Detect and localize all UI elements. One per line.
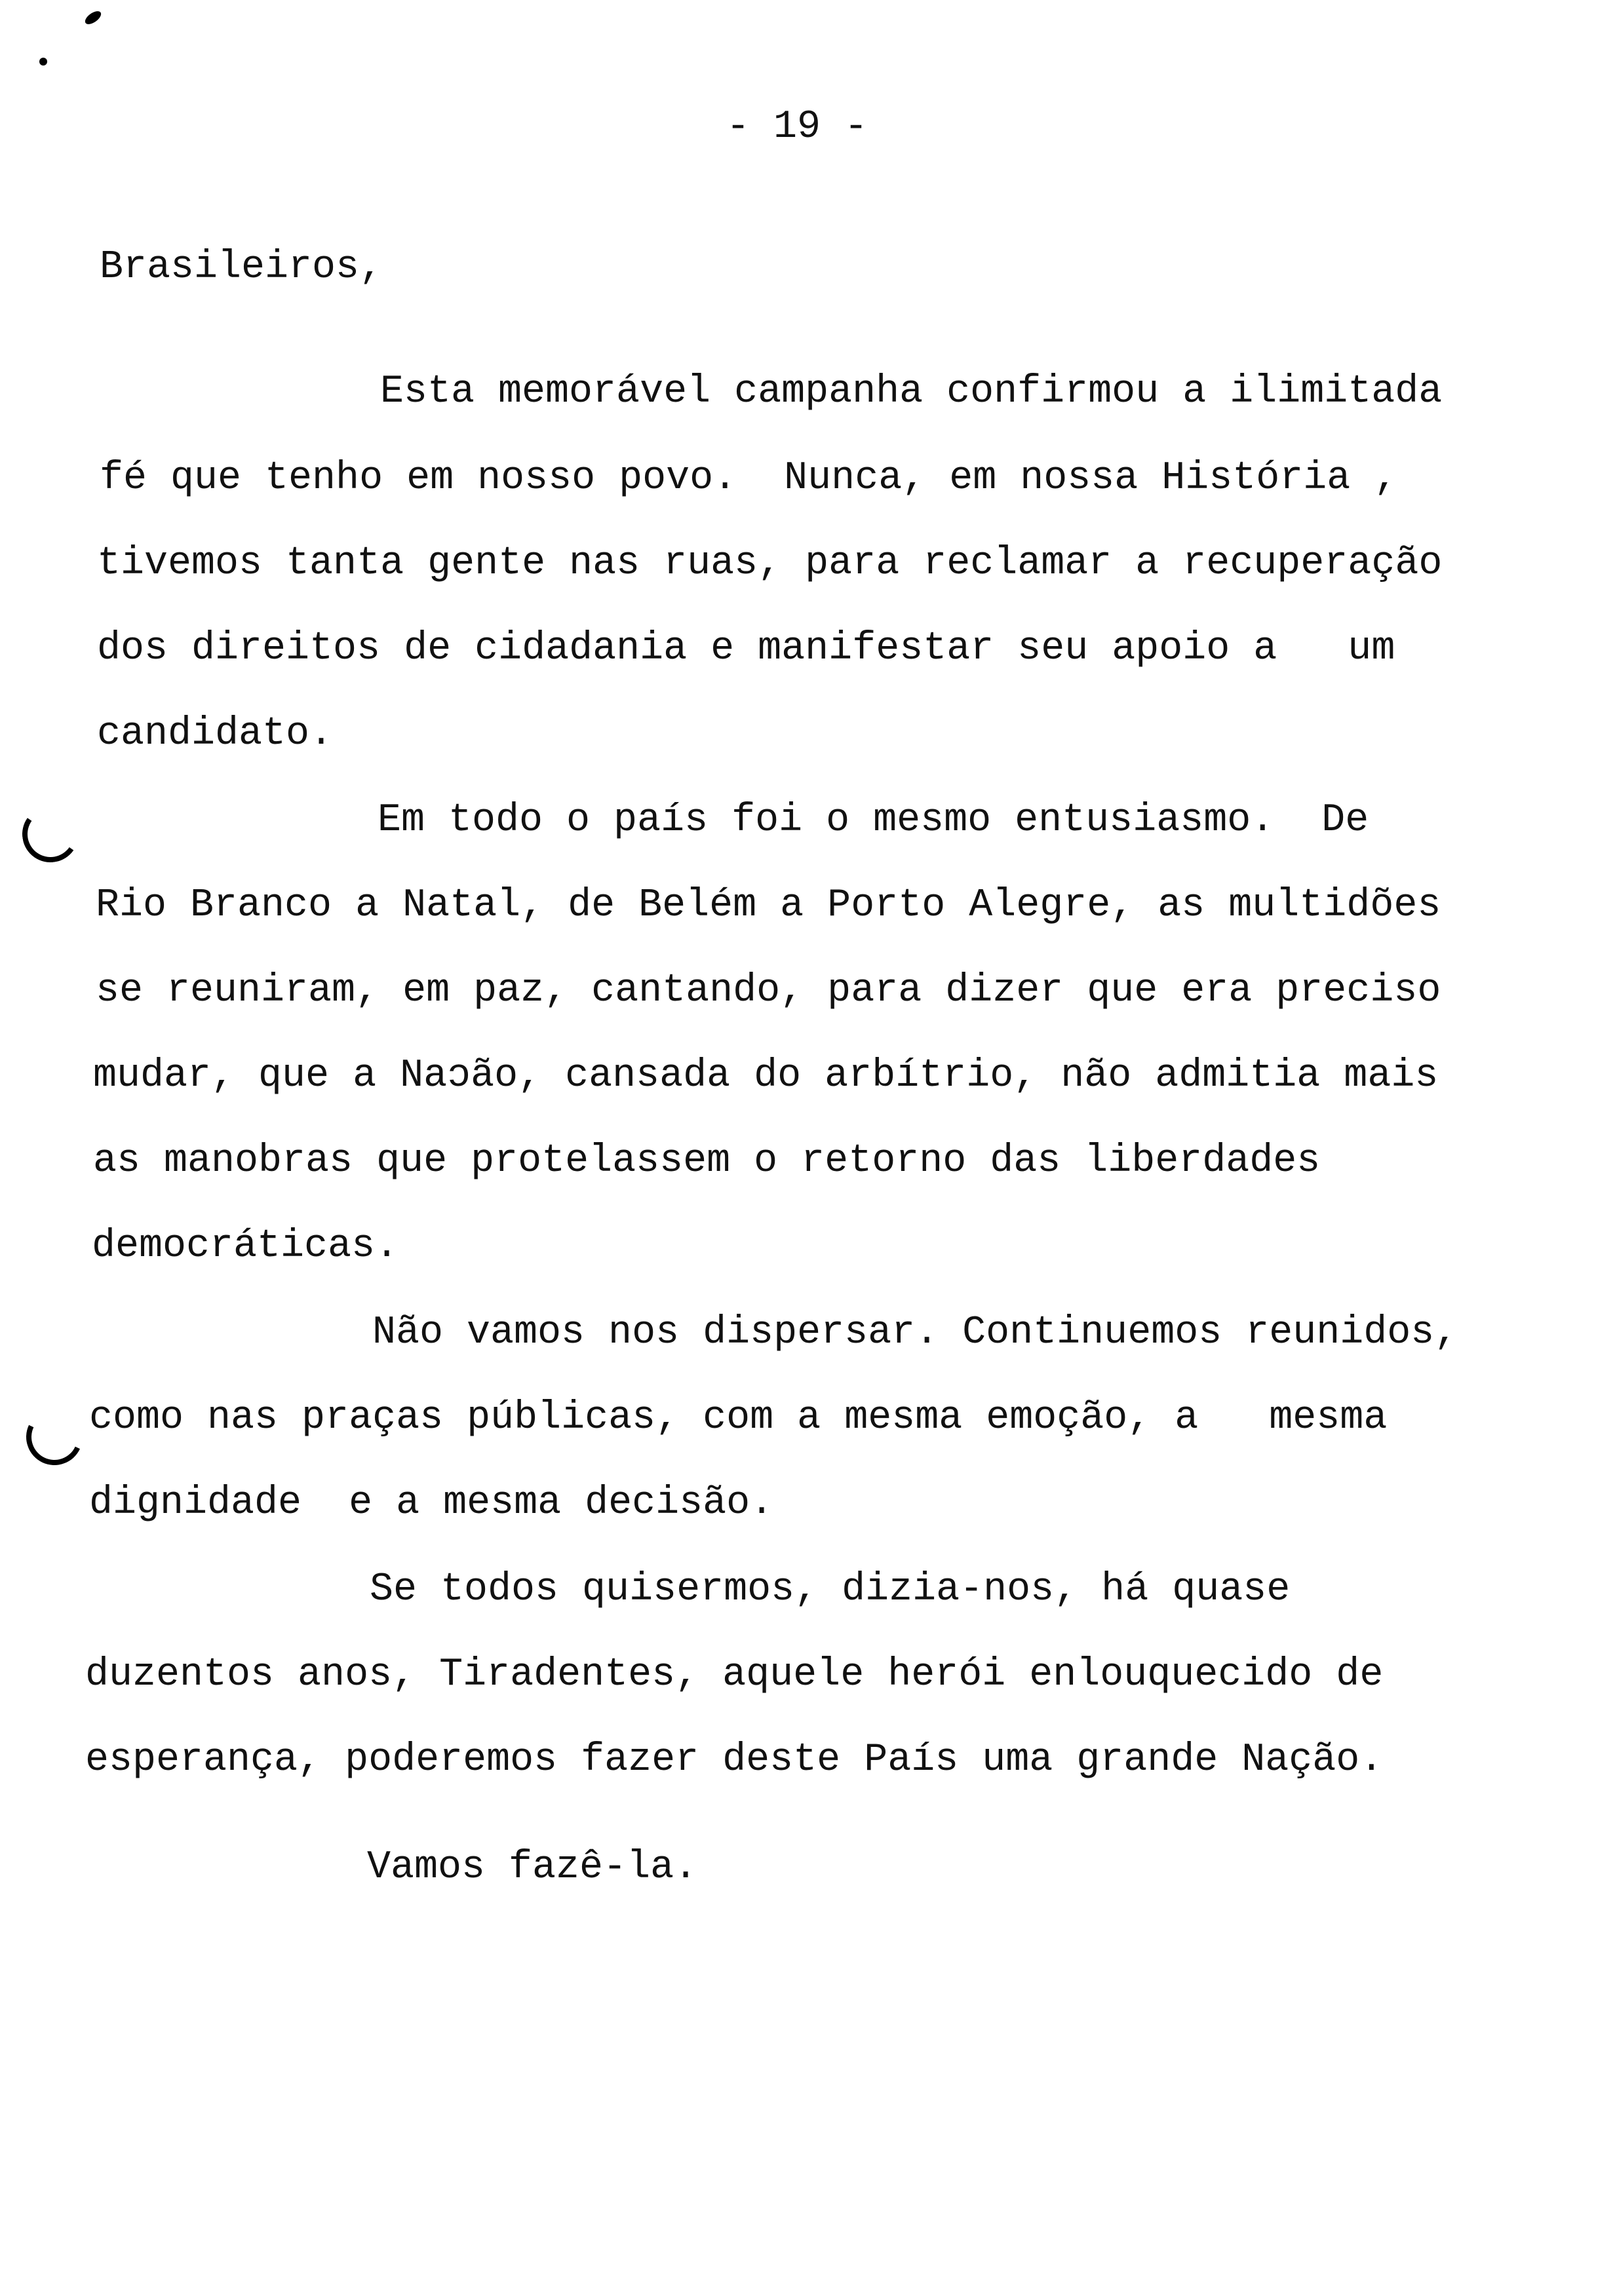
paragraph-3-line-1: Não vamos nos dispersar. Continuemos reunidos, (372, 1311, 1458, 1355)
paragraph-4-line-1: Se todos quisermos, dizia-nos, há quase (370, 1567, 1291, 1612)
paragraph-2-line-5: as manobras que protelassem o retorno das liberdades (93, 1139, 1321, 1183)
punch-hole-mark-lower (18, 1401, 90, 1473)
paragraph-2-line-1: Em todo o país foi o mesmo entusiasmo. De (378, 798, 1369, 843)
scan-mark-top (83, 9, 104, 27)
paragraph-2-line-4: mudar, que a Naɔão, cansada do arbítrio, não admitia mais (93, 1054, 1439, 1098)
paragraph-2-line-2: Rio Branco a Natal, de Belém a Porto Alegre, as multidões (96, 883, 1441, 928)
paragraph-2-line-3: se reuniram, em paz, cantando, para dizer que era preciso (96, 968, 1441, 1013)
paragraph-1-line-1: Esta memorável campanha confirmou a ilimitada (380, 370, 1443, 414)
paragraph-1-line-3: tivemos tanta gente nas ruas, para reclamar a recuperação (97, 541, 1443, 586)
paragraph-4-line-2: duzentos anos, Tiradentes, aquele herói enlouquecido de (85, 1653, 1384, 1697)
paragraph-3-line-3: dignidade e a mesma decisão. (89, 1481, 774, 1525)
paragraph-1-line-2: fé que tenho em nosso povo. Nunca, em nossa História , (100, 456, 1398, 501)
paragraph-5-line-1: Vamos fazê-la. (367, 1845, 698, 1890)
paragraph-3-line-2: como nas praças públicas, com a mesma emoção, a mesma (89, 1396, 1388, 1440)
paragraph-2-line-6: democráticas. (92, 1224, 399, 1269)
paragraph-4-line-3: esperança, poderemos fazer deste País uma grande Nação. (85, 1738, 1384, 1782)
paragraph-1-line-4: dos direitos de cidadania e manifestar seu apoio a um (97, 626, 1395, 671)
paragraph-1-line-5: candidato. (97, 712, 334, 756)
salutation: Brasileiros, (100, 245, 383, 290)
scan-dot-top (39, 58, 47, 66)
punch-hole-mark-upper (18, 801, 83, 867)
page-number: - 19 - (726, 105, 868, 149)
